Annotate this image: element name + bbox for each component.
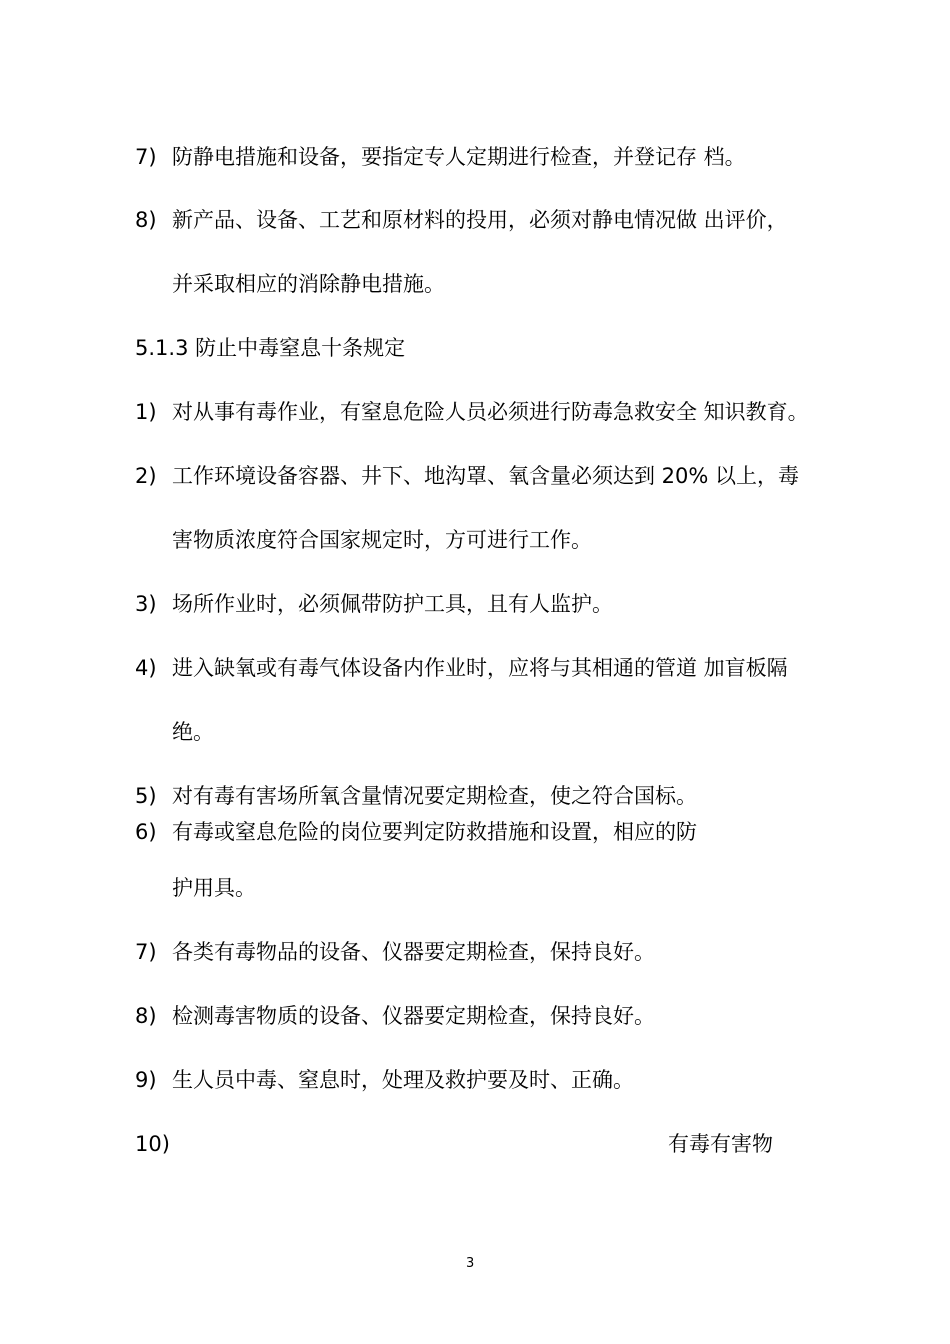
list-item-number: 2) <box>135 464 157 488</box>
list-item-number: 10) <box>135 1132 170 1156</box>
list-item-text: 防静电措施和设备，要指定专人定期进行检查，并登记存 档。 <box>172 145 746 169</box>
list-item-text: 有毒有害物 <box>668 1132 773 1156</box>
list-item-text: 新产品、设备、工艺和原材料的投用，必须对静电情况做 出评价， <box>172 208 788 232</box>
list-item-continuation: 并采取相应的消除静电措施。 <box>172 272 445 296</box>
page-number: 3 <box>466 1256 475 1271</box>
list-item-number: 7) <box>135 145 157 169</box>
list-item-number: 7) <box>135 940 157 964</box>
list-item-text: 进入缺氧或有毒气体设备内作业时，应将与其相通的管道 加盲板隔 <box>172 656 788 680</box>
list-item-number: 8) <box>135 1004 157 1028</box>
list-item-text: 对从事有毒作业，有窒息危险人员必须进行防毒急救安全 知识教育。 <box>172 400 809 424</box>
list-item-number: 9) <box>135 1068 157 1092</box>
list-item-number: 1) <box>135 400 157 424</box>
list-item-continuation: 害物质浓度符合国家规定时，方可进行工作。 <box>172 528 592 552</box>
list-item-number: 4) <box>135 656 157 680</box>
list-item-number: 8) <box>135 208 157 232</box>
list-item-number: 6) <box>135 820 157 844</box>
list-item-text: 场所作业时，必须佩带防护工具，且有人监护。 <box>172 592 613 616</box>
list-item-continuation: 绝。 <box>172 720 214 744</box>
list-item-number: 5) <box>135 784 157 808</box>
list-item-continuation: 护用具。 <box>172 876 256 900</box>
section-heading: 5.1.3 防止中毒窒息十条规定 <box>135 336 406 360</box>
list-item-number: 3) <box>135 592 157 616</box>
list-item-text: 对有毒有害场所氧含量情况要定期检查，使之符合国标。 <box>172 784 697 808</box>
list-item-text: 生人员中毒、窒息时，处理及救护要及时、正确。 <box>172 1068 634 1092</box>
list-item-text: 检测毒害物质的设备、仪器要定期检查，保持良好。 <box>172 1004 655 1028</box>
list-item-text: 各类有毒物品的设备、仪器要定期检查，保持良好。 <box>172 940 655 964</box>
list-item-text: 工作环境设备容器、井下、地沟罩、氧含量必须达到 20% 以上，毒 <box>172 464 800 488</box>
list-item-text: 有毒或窒息危险的岗位要判定防救措施和设置，相应的防 <box>172 820 697 844</box>
